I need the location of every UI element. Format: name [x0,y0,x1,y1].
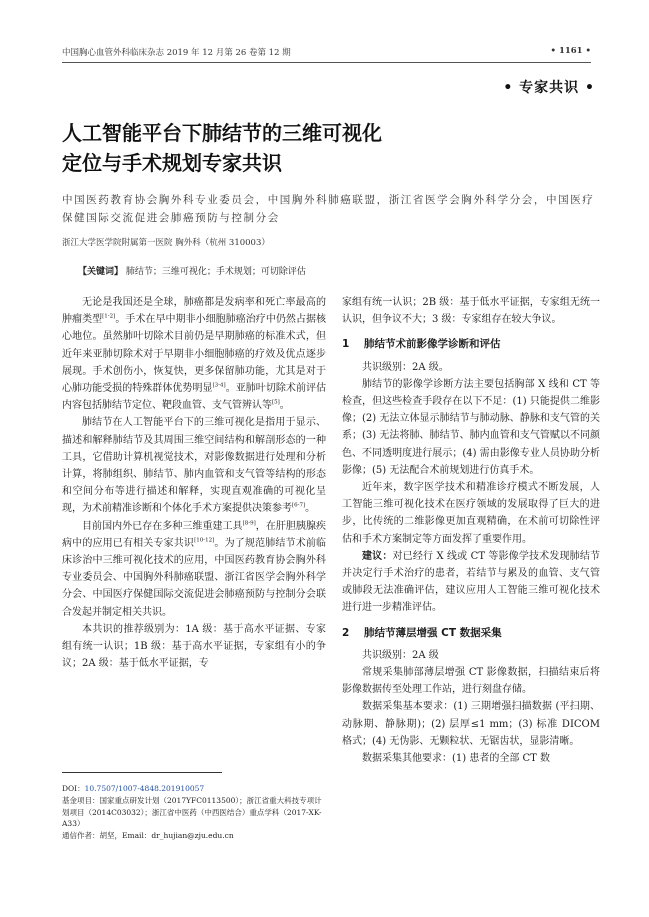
paragraph: 肺结节在人工智能平台下的三维可视化是指用于显示、描述和解释肺结节及其周围三维空间结构和解剖形态的一种工具，它借助计算机视觉技术，对影像数据进行处理和分析计算，将肺组织、肺结节、肺内血管和支气管等结构的形态和空间分布等进行描述和解释，实现直观准确的可视化呈现，为术前精准诊断和个体化手术方案提供决策参考[6-7]。 [62,417,326,515]
footnotes [62,783,326,842]
section-heading-2: 2 肺结节薄层增强 CT 数据采集 [342,626,502,639]
affiliation: 浙江大学医学院附属第一医院 胸外科（杭州 310003） [62,238,270,248]
paragraph: 目前国内外已存在多种三维重建工具[8-9]，在肝胆胰腺疾病中的应用已有相关专家共识[10-12]。为了规范肺结节术前临床诊治中三维可视化技术的应用，中国医药教育协会胸外科专业委员会、中国胸外科肺癌联盟、浙江省医学会胸外科学分会、中国医疗保健国际交流促进会肺癌预防与控制分会联合发起并制定相关共识。 [62,520,327,618]
citation[interactable]: [1-2] [102,313,116,320]
paragraph: 无论是我国还是全球，肺癌都是发病率和死亡率最高的肿瘤类型[1-2]。手术在早中期非小细胞肺癌治疗中仍然占据核心地位。虽然肺叶切除术目前仍是早期肺癌的标准术式，但近年来亚肺切除术对于早期非小细胞肺癌的疗效及优点逐步展现。手术创伤小，恢复快，更多保留肺功能，尤其是对于心肺功能受损的特殊群体优势明显[3-4]。亚肺叶切除术前评估内容包括肺结节定位、靶段血管、支气管辨认等[5]。 [62,297,327,412]
correspondence: 通信作者：胡坚，Email：dr_hujian@zju.edu.cn [62,831,234,841]
doi: DOI：10.7507/1007-4848.201910057 [62,784,205,793]
citation[interactable]: [6-7] [292,503,306,510]
right-column [342,294,600,767]
funding: 基金项目：国家重点研发计划（2017YFC0113500）；浙江省重大科技专项计划项目（2014C03032）；浙江省中医药（中西医结合）重点学科（2017-XK-A33） [62,795,322,829]
title-line-1: 人工智能平台下肺结节的三维可视化 [62,121,382,145]
paragraph: 肺结节的影像学诊断方法主要包括胸部 X 线和 CT 等检查，但这些检查手段存在以下不足：(1) 只能提供二维影像；(2) 无法立体显示肺结节与肺动脉、静脉和支气管的关系；(3) 无法将肺、肺结节、肺内血管和支气管赋以不同颜色、不同透明度进行展示；(4) 需由影像专业人员协助分析影像；(5) 无法配合术前规划进行仿真手术。 [342,378,600,476]
keywords-text: 肺结节；三维可视化；手术规划；可切除评估 [125,267,306,277]
citation[interactable]: [10-12] [194,537,215,544]
citation[interactable]: [8-9] [242,520,256,527]
keywords-label: 【关键词】 [78,267,124,277]
paragraph: 数据采集其他要求：(1) 患者的全部 CT 数 [362,753,551,765]
recommendation: 建议：对已经行 X 线或 CT 等影像学技术发现肺结节并决定行手术治疗的患者，若结节与累及的血管、支气管或肺段无法准确评估，建议应用人工智能三维可视化技术进行进一步精准评估。 [342,550,601,614]
recommendation-label: 建议： [362,550,393,562]
doi-link[interactable]: 10.7507/1007-4848.201910057 [84,784,205,793]
title-line-2: 定位与手术规划专家共识 [62,151,282,175]
running-header [62,46,591,62]
page-number: • 1161 • [550,46,591,56]
keywords [78,264,306,277]
paragraph: 本共识的推荐级别为：1A 级：基于高水平证据、专家组有统一认识；1B 级：基于高水平证据，专家组有小的争议；2A 级：基于低水平证据，专 [62,623,326,670]
consensus-level: 共识级别：2A 级 [362,649,439,661]
paragraph: 近年来，数字医学技术和精准诊疗模式不断发展，人工智能三维可视化技术在医疗领域的发展取得了巨大的进步，比传统的二维影像更加直观精确，在术前可切除性评估和手术方案制定等方面发挥了重要作用。 [342,482,600,545]
authors: 中国医药教育协会胸外科专业委员会，中国胸外科肺癌联盟，浙江省医学会胸外科学分会，中国医疗保健国际交流促进会肺癌预防与控制分会 [62,194,595,224]
header-rule [62,62,591,63]
section-heading-1: 1 肺结节术前影像学诊断和评估 [342,338,501,351]
footnote-rule [62,772,222,773]
paragraph: 数据采集基本要求：(1) 三期增强扫描数据 (平扫期、动脉期、静脉期)；(2) 层厚≤1 mm；(3) 标准 DICOM 格式；(4) 无伪影、无颗粒状、无锯齿状，显影清晰。 [342,701,600,747]
consensus-level: 共识级别：2A 级。 [362,361,449,373]
journal-name: 中国胸心血管外科临床杂志 2019 年 12 月第 26 卷第 12 期 [62,48,291,58]
article-title [62,118,602,178]
column-tag: • 专家共识 • [503,80,595,96]
left-column [62,294,326,672]
paragraph: 常规采集肺部薄层增强 CT 影像数据，扫描结束后将影像数据传至处理工作站，进行刻盘存储。 [342,667,600,696]
citation[interactable]: [5] [272,399,280,406]
citation[interactable]: [3-4] [212,382,226,389]
paragraph: 家组有统一认识；2B 级：基于低水平证据，专家组无统一认识，但争议不大；3 级：专家组存在较大争议。 [342,297,600,326]
